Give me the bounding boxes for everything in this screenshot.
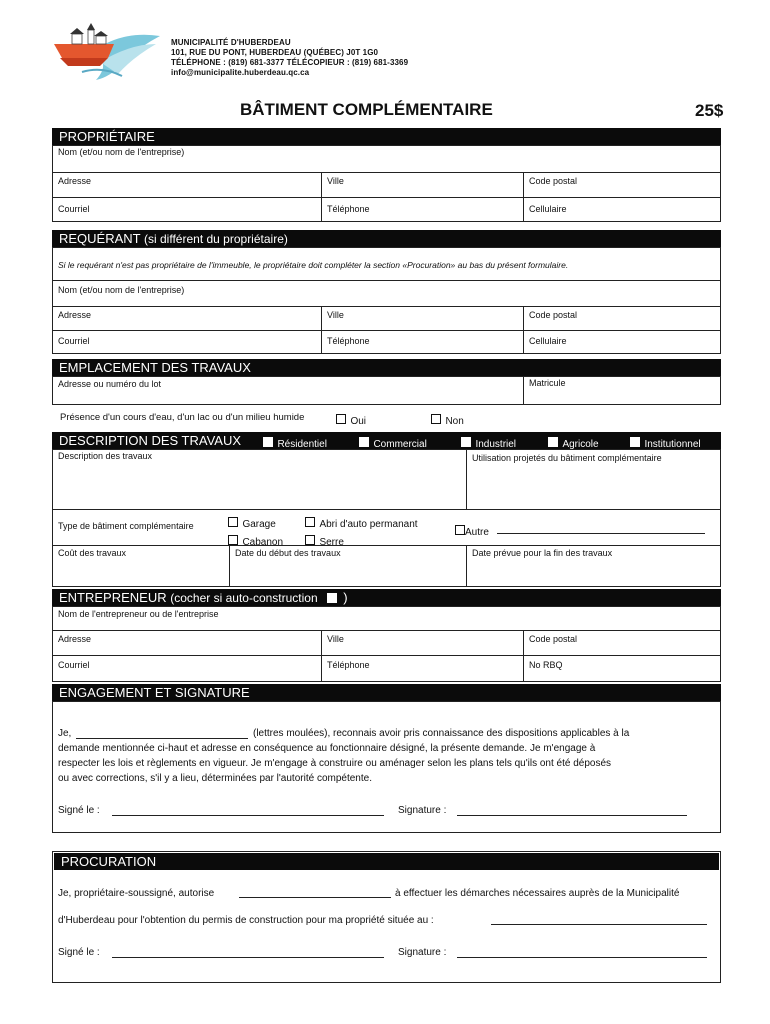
procuration-signature-label: Signature : [398,947,447,958]
industriel-box[interactable] [461,437,471,447]
agricole-label: Agricole [562,439,599,450]
engagement-date-line[interactable] [112,815,384,816]
entrepreneur-ville-field[interactable]: Ville [327,634,344,644]
residentiel-box[interactable] [263,437,273,447]
procuration-text-start: Je, propriétaire-soussigné, autorise [58,888,215,899]
proprietaire-nom-field[interactable]: Nom (et/ou nom de l'entreprise) [58,147,185,157]
serre-box[interactable] [305,535,315,545]
non-checkbox-box[interactable] [431,414,441,424]
engagement-signature-label: Signature : [398,805,447,816]
abri-auto-checkbox[interactable] [305,514,418,532]
date-debut-field[interactable]: Date du début des travaux [235,548,341,558]
requerant-note: Si le requérant n'est pas propriétaire de l'immeuble, le propriétaire doit compléter la section «Procuration» au bas du présent formulaire. [58,260,569,270]
requerant-cellulaire-field[interactable]: Cellulaire [529,336,567,346]
engagement-text-line1: (lettres moulées), reconnais avoir pris connaissance des dispositions applicables à la [253,728,630,739]
auto-construction-checkbox[interactable] [327,593,337,603]
section-header-requerant: REQUÉRANT (si différent du propriétaire) [52,230,721,247]
municipality-email: info@municipalite.huberdeau.qc.ca [171,68,310,77]
proprietaire-ville-field[interactable]: Ville [327,176,344,186]
cabanon-box[interactable] [228,535,238,545]
garage-checkbox[interactable] [228,514,276,532]
proprietaire-adresse-field[interactable]: Adresse [58,176,92,186]
garage-label: Garage [242,519,276,530]
cout-travaux-field[interactable]: Coût des travaux [58,548,127,558]
section-header-engagement: ENGAGEMENT ET SIGNATURE [52,684,721,701]
commercial-label: Commercial [373,439,427,450]
engagement-je: Je, [58,728,72,739]
proprietaire-telephone-field[interactable]: Téléphone [327,204,370,214]
serre-label: Serre [319,537,344,548]
oui-checkbox[interactable] [336,411,366,429]
emplacement-matricule-field[interactable]: Matricule [529,378,566,388]
autre-label: Autre [465,527,489,538]
engagement-text-line2: demande mentionnée ci-haut et adresse en conséquence au fonctionnaire désigné, la présente demande. Je m'engage à [58,743,596,754]
cabanon-label: Cabanon [242,537,284,548]
residentiel-label: Résidentiel [277,439,327,450]
municipality-phone: TÉLÉPHONE : (819) 681-3377 TÉLÉCOPIEUR : (819) 681-3369 [171,58,409,67]
emplacement-adresse-lot-field[interactable]: Adresse ou numéro du lot [58,379,162,389]
cours-eau-question: Présence d'un cours d'eau, d'un lac ou d'un milieu humide [60,412,305,423]
oui-label: Oui [350,416,367,427]
abri-auto-label: Abri d'auto permanant [319,519,418,530]
commercial-box[interactable] [359,437,369,447]
section-header-procuration: PROCURATION [54,853,719,870]
description-travaux-field[interactable]: Description des travaux [58,451,153,461]
procuration-address-line[interactable] [491,924,707,925]
date-fin-field[interactable]: Date prévue pour la fin des travaux [472,548,613,558]
procuration-name-line[interactable] [239,897,391,898]
engagement-name-line[interactable] [76,738,248,739]
autre-input-line[interactable] [497,533,705,534]
entrepreneur-telephone-field[interactable]: Téléphone [327,660,370,670]
procuration-text-line2: d'Huberdeau pour l'obtention du permis de construction pour ma propriété située au : [58,915,434,926]
entrepreneur-nom-field[interactable]: Nom de l'entrepreneur ou de l'entreprise [58,609,219,619]
garage-box[interactable] [228,517,238,527]
procuration-date-line[interactable] [112,957,384,958]
section-header-proprietaire: PROPRIÉTAIRE [52,128,721,145]
municipality-name: MUNICIPALITÉ D'HUBERDEAU [171,38,291,47]
fee-amount: 25$ [695,101,724,120]
industriel-label: Industriel [475,439,517,450]
section-header-description: DESCRIPTION DES TRAVAUX [52,432,721,449]
oui-checkbox-box[interactable] [336,414,346,424]
municipality-address: 101, RUE DU PONT, HUBERDEAU (QUÉBEC) J0T 1G0 [171,48,379,57]
entrepreneur-code-postal-field[interactable]: Code postal [529,634,578,644]
type-batiment-label: Type de bâtiment complémentaire [58,521,194,531]
institutionnel-label: Institutionnel [644,439,701,450]
proprietaire-code-postal-field[interactable]: Code postal [529,176,578,186]
procuration-signature-line[interactable] [457,957,707,958]
non-label: Non [445,416,464,427]
section-header-entrepreneur: ENTREPRENEUR (cocher si auto-construction ) [52,589,721,606]
municipality-logo [52,22,162,84]
entrepreneur-courriel-field[interactable]: Courriel [58,660,90,670]
non-checkbox[interactable] [431,411,464,429]
procuration-text-end: à effectuer les démarches nécessaires auprès de la Municipalité [395,888,680,899]
engagement-text-line4: ou avec corrections, s'il y a lieu, déterminées par l'autorité compétente. [58,773,372,784]
entrepreneur-adresse-field[interactable]: Adresse [58,634,92,644]
requerant-code-postal-field[interactable]: Code postal [529,310,578,320]
procuration-signe-le-label: Signé le : [58,947,100,958]
requerant-courriel-field[interactable]: Courriel [58,336,90,346]
section-header-emplacement: EMPLACEMENT DES TRAVAUX [52,359,721,376]
agricole-box[interactable] [548,437,558,447]
engagement-text-line3: respecter les lois et règlements en vigueur. Je m'engage à construire ou aménager selon les plans tels qu'ils ont été déposés [58,758,612,769]
requerant-telephone-field[interactable]: Téléphone [327,336,370,346]
engagement-signe-le-label: Signé le : [58,805,100,816]
abri-auto-box[interactable] [305,517,315,527]
utilisation-projetee-field[interactable]: Utilisation projetés du bâtiment complémentaire [472,453,662,463]
engagement-signature-line[interactable] [457,815,687,816]
entrepreneur-rbq-field[interactable]: No RBQ [529,660,563,670]
requerant-adresse-field[interactable]: Adresse [58,310,92,320]
autre-checkbox[interactable] [455,522,489,540]
proprietaire-cellulaire-field[interactable]: Cellulaire [529,204,567,214]
proprietaire-courriel-field[interactable]: Courriel [58,204,90,214]
requerant-nom-field[interactable]: Nom (et/ou nom de l'entreprise) [58,285,185,295]
page-title: BÂTIMENT COMPLÉMENTAIRE [240,100,493,119]
autre-box[interactable] [455,525,465,535]
institutionnel-box[interactable] [630,437,640,447]
requerant-ville-field[interactable]: Ville [327,310,344,320]
